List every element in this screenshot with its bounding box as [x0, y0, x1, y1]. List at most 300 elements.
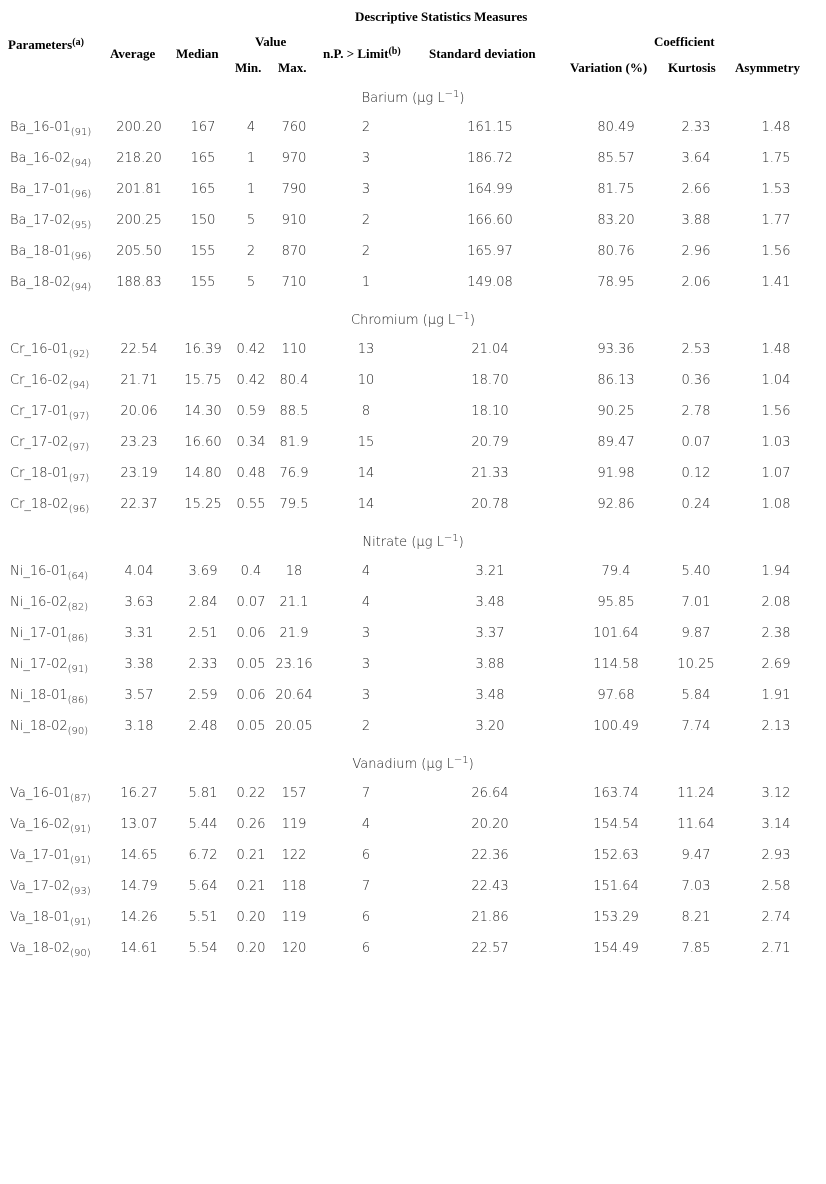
- cell-np: 3: [361, 626, 371, 641]
- sample-count: (95): [70, 220, 92, 231]
- cell-np: 6: [361, 910, 371, 925]
- section-unit-exponent: −1: [443, 532, 459, 544]
- cell-average: 3.38: [124, 657, 154, 672]
- cell-min: 2: [246, 244, 256, 259]
- cell-median: 2.48: [188, 719, 218, 734]
- sample-count: (91): [70, 855, 91, 866]
- parameter-name: Ni_18-02: [10, 719, 68, 734]
- cell-parameter: [0, 112, 104, 143]
- table-row: [0, 680, 826, 711]
- cell-asymmetry: 2.69: [761, 657, 791, 672]
- cell-asymmetry: 3.12: [761, 786, 791, 801]
- cell-max: 79.5: [279, 497, 309, 512]
- cell-average: 23.19: [120, 466, 158, 481]
- cell-median: 5.81: [188, 786, 218, 801]
- cell-np: 8: [361, 404, 371, 419]
- cell-min: 0.21: [236, 879, 266, 894]
- cell-np: 3: [361, 688, 371, 703]
- cell-kurtosis: 7.01: [681, 595, 711, 610]
- section-header-row: [0, 84, 826, 112]
- sample-count: (91): [67, 664, 89, 675]
- section-title-text: Barium (μg L: [361, 90, 445, 106]
- sample-count: (94): [70, 282, 92, 293]
- cell-max: 760: [281, 120, 307, 135]
- table-row: [0, 174, 826, 205]
- sample-count: (64): [67, 571, 89, 582]
- parameter-name: Cr_16-02: [10, 373, 69, 388]
- sample-count: (86): [67, 695, 89, 706]
- cell-median: 165: [190, 151, 216, 166]
- cell-kurtosis: 8.21: [681, 910, 711, 925]
- cell-max: 122: [281, 848, 307, 863]
- sample-count: (86): [67, 633, 89, 644]
- section-unit-exponent: −1: [455, 310, 470, 322]
- cell-parameter: [0, 778, 104, 809]
- cell-average: 14.61: [120, 941, 158, 956]
- cell-average: 3.18: [124, 719, 154, 734]
- section-title-close: ): [469, 312, 475, 328]
- cell-variation: 86.13: [597, 373, 635, 388]
- table-row: [0, 933, 826, 964]
- sample-count: (90): [67, 726, 89, 737]
- cell-parameter: [0, 174, 104, 205]
- cell-min: 5: [246, 213, 256, 228]
- cell-max: 910: [281, 213, 307, 228]
- cell-kurtosis: 9.47: [681, 848, 711, 863]
- cell-max: 20.05: [275, 719, 313, 734]
- cell-parameter: [0, 680, 104, 711]
- cell-parameter: [0, 205, 104, 236]
- cell-variation: 90.25: [597, 404, 635, 419]
- cell-np: 10: [357, 373, 375, 388]
- cell-median: 2.84: [188, 595, 218, 610]
- cell-max: 21.1: [279, 595, 309, 610]
- cell-kurtosis: 0.12: [681, 466, 711, 481]
- cell-average: 14.79: [120, 879, 158, 894]
- table-row: [0, 334, 826, 365]
- parameter-name: Cr_18-01: [10, 466, 69, 481]
- cell-average: 22.37: [120, 497, 158, 512]
- cell-asymmetry: 1.56: [761, 244, 791, 259]
- cell-variation: 154.49: [593, 941, 639, 956]
- footnote-a-marker: (a): [72, 37, 84, 48]
- cell-median: 155: [190, 275, 216, 290]
- cell-variation: 114.58: [593, 657, 639, 672]
- cell-variation: 101.64: [593, 626, 639, 641]
- section-spacer: [0, 520, 826, 528]
- cell-kurtosis: 11.24: [677, 786, 715, 801]
- cell-min: 0.59: [236, 404, 266, 419]
- parameter-name: Ba_16-01: [10, 120, 71, 135]
- cell-asymmetry: 2.38: [761, 626, 791, 641]
- cell-np: 14: [357, 497, 375, 512]
- sample-count: (97): [68, 411, 90, 422]
- cell-np: 14: [357, 466, 375, 481]
- cell-kurtosis: 0.36: [681, 373, 711, 388]
- table-row: [0, 489, 826, 520]
- cell-max: 970: [281, 151, 307, 166]
- cell-median: 3.69: [188, 564, 218, 579]
- cell-std: 20.20: [471, 817, 509, 832]
- cell-max: 119: [281, 910, 307, 925]
- cell-std: 165.97: [467, 244, 513, 259]
- cell-np: 3: [361, 657, 371, 672]
- cell-min: 0.21: [236, 848, 266, 863]
- col-header-value: Value: [255, 34, 287, 49]
- cell-variation: 80.49: [597, 120, 635, 135]
- col-header-min: Min.: [235, 60, 262, 75]
- parameter-name: Ni_16-01: [10, 564, 68, 579]
- section-title: [0, 84, 826, 112]
- cell-parameter: [0, 143, 104, 174]
- cell-np: 4: [361, 564, 371, 579]
- cell-np: 6: [361, 848, 371, 863]
- cell-average: 200.25: [116, 213, 162, 228]
- cell-std: 18.10: [471, 404, 509, 419]
- cell-np: 2: [361, 244, 371, 259]
- cell-parameter: [0, 236, 104, 267]
- cell-variation: 152.63: [593, 848, 639, 863]
- parameter-name: Va_16-01: [10, 786, 71, 801]
- cell-max: 81.9: [279, 435, 309, 450]
- cell-asymmetry: 1.94: [761, 564, 791, 579]
- cell-asymmetry: 1.48: [761, 342, 791, 357]
- parameter-name: Ni_18-01: [10, 688, 68, 703]
- cell-min: 0.05: [236, 657, 266, 672]
- cell-variation: 97.68: [597, 688, 635, 703]
- cell-max: 23.16: [275, 657, 313, 672]
- cell-max: 110: [281, 342, 307, 357]
- cell-max: 870: [281, 244, 307, 259]
- sample-count: (92): [68, 349, 90, 360]
- cell-parameter: [0, 334, 104, 365]
- table-row: [0, 902, 826, 933]
- cell-parameter: [0, 809, 104, 840]
- parameter-name: Cr_16-01: [10, 342, 69, 357]
- table-row: [0, 365, 826, 396]
- cell-std: 18.70: [471, 373, 509, 388]
- cell-kurtosis: 2.66: [681, 182, 711, 197]
- parameter-name: Va_16-02: [10, 817, 71, 832]
- cell-average: 3.57: [124, 688, 154, 703]
- cell-median: 5.64: [188, 879, 218, 894]
- cell-average: 3.63: [124, 595, 154, 610]
- cell-kurtosis: 7.85: [681, 941, 711, 956]
- parameter-name: Ba_17-02: [10, 213, 71, 228]
- table-row: [0, 236, 826, 267]
- cell-min: 0.42: [236, 342, 266, 357]
- cell-min: 0.06: [236, 688, 266, 703]
- section-title-close: ): [459, 90, 465, 106]
- table-row: [0, 267, 826, 298]
- cell-variation: 91.98: [597, 466, 635, 481]
- cell-average: 201.81: [116, 182, 162, 197]
- cell-parameter: [0, 489, 104, 520]
- section-header-row: [0, 528, 826, 556]
- cell-max: 790: [281, 182, 307, 197]
- cell-variation: 89.47: [597, 435, 635, 450]
- cell-max: 157: [281, 786, 307, 801]
- sample-count: (96): [70, 189, 92, 200]
- cell-std: 149.08: [467, 275, 513, 290]
- cell-std: 21.33: [471, 466, 509, 481]
- cell-kurtosis: 0.07: [681, 435, 711, 450]
- cell-asymmetry: 2.71: [761, 941, 791, 956]
- table-row: [0, 112, 826, 143]
- cell-average: 200.20: [116, 120, 162, 135]
- cell-min: 0.34: [236, 435, 266, 450]
- cell-max: 18: [285, 564, 303, 579]
- parameter-name: Ba_16-02: [10, 151, 71, 166]
- cell-variation: 81.75: [597, 182, 635, 197]
- cell-min: 0.4: [240, 564, 262, 579]
- sample-count: (94): [68, 380, 90, 391]
- cell-asymmetry: 1.53: [761, 182, 791, 197]
- cell-max: 80.4: [279, 373, 309, 388]
- cell-np: 4: [361, 817, 371, 832]
- cell-average: 3.31: [124, 626, 154, 641]
- cell-np: 3: [361, 182, 371, 197]
- cell-parameter: [0, 711, 104, 742]
- table-row: [0, 840, 826, 871]
- cell-asymmetry: 2.74: [761, 910, 791, 925]
- cell-average: 188.83: [116, 275, 162, 290]
- cell-asymmetry: 1.77: [761, 213, 791, 228]
- sample-count: (97): [68, 442, 90, 453]
- cell-min: 0.20: [236, 910, 266, 925]
- cell-median: 167: [190, 120, 216, 135]
- cell-min: 1: [246, 182, 256, 197]
- cell-kurtosis: 3.88: [681, 213, 711, 228]
- table-row: [0, 649, 826, 680]
- sample-count: (93): [70, 886, 91, 897]
- cell-min: 0.05: [236, 719, 266, 734]
- cell-min: 0.26: [236, 817, 266, 832]
- cell-median: 150: [190, 213, 216, 228]
- cell-std: 3.21: [475, 564, 505, 579]
- col-header-parameters: [8, 37, 84, 53]
- cell-min: 0.48: [236, 466, 266, 481]
- cell-median: 2.51: [188, 626, 218, 641]
- section-title-close: ): [468, 756, 474, 772]
- cell-std: 26.64: [471, 786, 509, 801]
- cell-kurtosis: 7.74: [681, 719, 711, 734]
- cell-asymmetry: 1.91: [761, 688, 791, 703]
- cell-median: 2.59: [188, 688, 218, 703]
- cell-variation: 78.95: [597, 275, 635, 290]
- cell-variation: 163.74: [593, 786, 639, 801]
- cell-kurtosis: 11.64: [677, 817, 715, 832]
- col-header-asymmetry: Asymmetry: [735, 60, 800, 75]
- cell-average: 13.07: [120, 817, 158, 832]
- parameter-name: Ni_16-02: [10, 595, 68, 610]
- cell-asymmetry: 1.56: [761, 404, 791, 419]
- cell-min: 0.06: [236, 626, 266, 641]
- parameter-name: Va_17-01: [10, 848, 71, 863]
- section-spacer-cell: [0, 742, 826, 750]
- sample-count: (91): [70, 824, 91, 835]
- cell-median: 14.30: [184, 404, 222, 419]
- cell-std: 3.37: [475, 626, 505, 641]
- cell-median: 15.25: [184, 497, 222, 512]
- cell-max: 119: [281, 817, 307, 832]
- cell-std: 21.86: [471, 910, 509, 925]
- table-row: [0, 556, 826, 587]
- cell-parameter: [0, 396, 104, 427]
- section-title-text: Chromium (μg L: [351, 312, 456, 328]
- cell-median: 16.39: [184, 342, 222, 357]
- parameter-name: Ni_17-02: [10, 657, 68, 672]
- sample-count: (82): [67, 602, 89, 613]
- cell-kurtosis: 7.03: [681, 879, 711, 894]
- col-header-np-limit: [323, 46, 401, 62]
- cell-np: 2: [361, 120, 371, 135]
- cell-std: 21.04: [471, 342, 509, 357]
- parameter-name: Ba_18-01: [10, 244, 71, 259]
- section-header-row: [0, 306, 826, 334]
- cell-kurtosis: 2.78: [681, 404, 711, 419]
- cell-asymmetry: 2.58: [761, 879, 791, 894]
- cell-np: 7: [361, 786, 371, 801]
- cell-variation: 92.86: [597, 497, 635, 512]
- cell-asymmetry: 2.13: [761, 719, 791, 734]
- parameter-name: Va_17-02: [10, 879, 71, 894]
- table-row: [0, 396, 826, 427]
- cell-variation: 154.54: [593, 817, 639, 832]
- cell-kurtosis: 2.33: [681, 120, 711, 135]
- table-row: [0, 143, 826, 174]
- cell-median: 165: [190, 182, 216, 197]
- cell-std: 22.57: [471, 941, 509, 956]
- cell-asymmetry: 3.14: [761, 817, 791, 832]
- col-header-coefficient: Coefficient: [654, 34, 715, 49]
- col-header-parameters-label: Parameters: [8, 37, 73, 52]
- parameter-name: Ba_17-01: [10, 182, 71, 197]
- sample-count: (87): [70, 793, 91, 804]
- cell-std: 166.60: [467, 213, 513, 228]
- section-unit-exponent: −1: [453, 754, 469, 766]
- cell-asymmetry: 1.08: [761, 497, 791, 512]
- cell-kurtosis: 2.96: [681, 244, 711, 259]
- cell-parameter: [0, 267, 104, 298]
- section-unit-exponent: −1: [444, 88, 460, 100]
- parameter-name: Ba_18-02: [10, 275, 71, 290]
- cell-std: 161.15: [467, 120, 513, 135]
- cell-std: 20.79: [471, 435, 509, 450]
- table-row: [0, 427, 826, 458]
- cell-min: 4: [246, 120, 256, 135]
- cell-std: 3.20: [475, 719, 505, 734]
- table-row: [0, 871, 826, 902]
- cell-variation: 83.20: [597, 213, 635, 228]
- cell-max: 21.9: [279, 626, 309, 641]
- sample-count: (91): [70, 917, 91, 928]
- cell-variation: 100.49: [593, 719, 639, 734]
- sample-count: (91): [70, 127, 92, 138]
- cell-parameter: [0, 556, 104, 587]
- cell-max: 88.5: [279, 404, 309, 419]
- sample-count: (96): [68, 504, 90, 515]
- cell-std: 186.72: [467, 151, 513, 166]
- sample-count: (90): [70, 948, 91, 959]
- cell-std: 3.48: [475, 688, 505, 703]
- table-row: [0, 711, 826, 742]
- cell-asymmetry: 1.41: [761, 275, 791, 290]
- cell-median: 5.44: [188, 817, 218, 832]
- cell-median: 5.51: [188, 910, 218, 925]
- cell-parameter: [0, 933, 104, 964]
- cell-std: 3.48: [475, 595, 505, 610]
- cell-std: 22.36: [471, 848, 509, 863]
- section-title-text: Nitrate (μg L: [362, 534, 444, 550]
- cell-parameter: [0, 587, 104, 618]
- table-row: [0, 809, 826, 840]
- cell-asymmetry: 2.08: [761, 595, 791, 610]
- cell-variation: 85.57: [597, 151, 635, 166]
- col-header-average: Average: [110, 46, 156, 61]
- cell-min: 1: [246, 151, 256, 166]
- section-spacer-cell: [0, 520, 826, 528]
- cell-max: 120: [281, 941, 307, 956]
- cell-max: 118: [281, 879, 307, 894]
- cell-parameter: [0, 902, 104, 933]
- cell-kurtosis: 5.40: [681, 564, 711, 579]
- cell-median: 14.80: [184, 466, 222, 481]
- cell-kurtosis: 5.84: [681, 688, 711, 703]
- cell-np: 13: [357, 342, 375, 357]
- cell-average: 16.27: [120, 786, 158, 801]
- cell-parameter: [0, 458, 104, 489]
- cell-median: 15.75: [184, 373, 222, 388]
- cell-min: 0.42: [236, 373, 266, 388]
- cell-parameter: [0, 840, 104, 871]
- cell-variation: 79.4: [601, 564, 631, 579]
- sample-count: (96): [70, 251, 92, 262]
- cell-average: 23.23: [120, 435, 158, 450]
- cell-asymmetry: 1.48: [761, 120, 791, 135]
- cell-average: 14.26: [120, 910, 158, 925]
- cell-median: 16.60: [184, 435, 222, 450]
- cell-parameter: [0, 649, 104, 680]
- footnote-b-marker: (b): [388, 46, 401, 57]
- parameter-name: Cr_18-02: [10, 497, 69, 512]
- parameter-name: Cr_17-01: [10, 404, 69, 419]
- cell-median: 2.33: [188, 657, 218, 672]
- cell-median: 5.54: [188, 941, 218, 956]
- cell-np: 3: [361, 151, 371, 166]
- section-spacer: [0, 298, 826, 306]
- cell-np: 1: [361, 275, 371, 290]
- cell-variation: 80.76: [597, 244, 635, 259]
- table-row: [0, 618, 826, 649]
- cell-median: 155: [190, 244, 216, 259]
- cell-np: 2: [361, 719, 371, 734]
- col-header-max: Max.: [278, 60, 307, 75]
- cell-average: 20.06: [120, 404, 158, 419]
- col-header-variation: Variation (%): [570, 60, 648, 75]
- cell-parameter: [0, 618, 104, 649]
- col-header-median: Median: [176, 46, 219, 61]
- cell-kurtosis: 10.25: [677, 657, 715, 672]
- cell-asymmetry: 1.07: [761, 466, 791, 481]
- cell-average: 14.65: [120, 848, 158, 863]
- cell-asymmetry: 1.75: [761, 151, 791, 166]
- cell-variation: 93.36: [597, 342, 635, 357]
- cell-asymmetry: 1.03: [761, 435, 791, 450]
- table-row: [0, 778, 826, 809]
- cell-average: 4.04: [124, 564, 154, 579]
- cell-parameter: [0, 871, 104, 902]
